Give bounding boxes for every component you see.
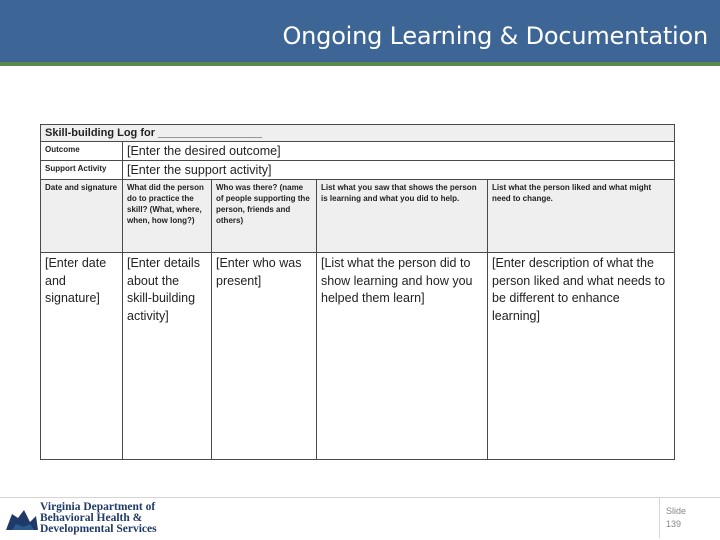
agency-name <box>40 502 157 535</box>
support-activity-label: Support Activity <box>41 161 123 180</box>
column-header-observed: List what you saw that shows the person is learning and what you did to help. <box>317 180 488 253</box>
agency-name-line-1: Virginia Department of <box>40 501 156 513</box>
column-header-date: Date and signature <box>41 180 123 253</box>
title-bar-accent <box>0 62 720 66</box>
slide-number-value: 139 <box>666 519 682 529</box>
footer-divider <box>0 497 720 498</box>
slide-label: Slide <box>666 506 687 516</box>
entry-date: [Enter date and signature] <box>41 253 123 460</box>
column-header-liked: List what the person liked and what might need to change. <box>488 180 675 253</box>
outcome-value: [Enter the desired outcome] <box>123 142 675 161</box>
outcome-label: Outcome <box>41 142 123 161</box>
column-header-who: Who was there? (name of people supporting the person, friends and others) <box>212 180 317 253</box>
log-title: Skill-building Log for _________________ <box>41 125 675 142</box>
entry-practice: [Enter details about the skill-building activity] <box>123 253 212 460</box>
agency-name-line-3: Developmental Services <box>40 523 157 535</box>
skill-building-log-table <box>40 124 675 460</box>
slide-title: Ongoing Learning & Documentation <box>282 22 708 50</box>
entry-observed: [List what the person did to show learning and how you helped them learn] <box>317 253 488 460</box>
support-activity-value: [Enter the support activity] <box>123 161 675 180</box>
agency-name-line-2: Behavioral Health & <box>40 512 143 524</box>
column-header-practice: What did the person do to practice the skill? (What, where, when, how long?) <box>123 180 212 253</box>
slide-number <box>666 505 686 531</box>
entry-who: [Enter who was present] <box>212 253 317 460</box>
entry-liked: [Enter description of what the person liked and what needs to be different to enhance learning] <box>488 253 675 460</box>
